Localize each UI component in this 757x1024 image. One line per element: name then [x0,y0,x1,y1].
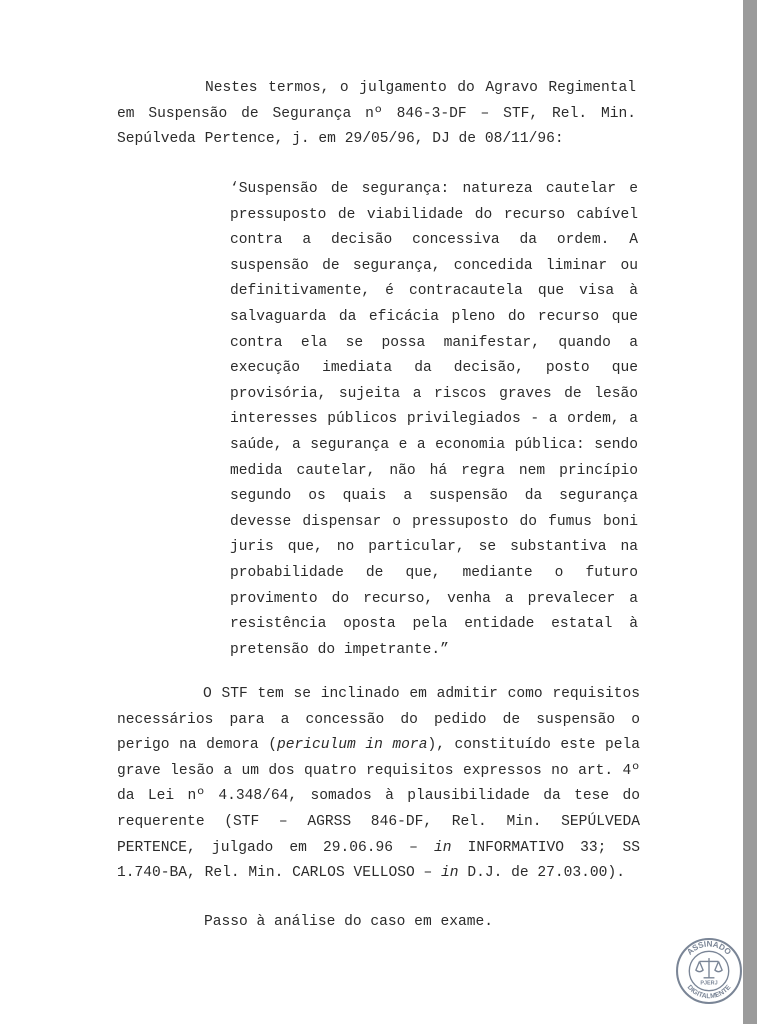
digital-signature-seal [675,937,743,1005]
italic-term: in [441,865,459,882]
svg-text:DIGITALMENTE: DIGITALMENTE [685,983,733,1001]
block-quote: ‘Suspensão de segurança: natureza cautelar e pressuposto de viabilidade do recurso cabível contra a decisão concessiva da ordem. A suspensão de segurança, concedida liminar ou definitivamente, é contracautela que visa à salvaguarda da eficácia pleno do recurso que contra ela se possa manifestar, quando a execução imediata da decisão, posto que provisória, sujeita a riscos graves de lesão interesses públicos privilegiados - a ordem, a saúde, a segurança e a economia pública: sendo medida cautelar, não há regra nem princípio segundo os quais a suspensão da segurança devesse dispensar o pressuposto do fumus boni juris que, no particular, se substantiva na probabilidade de que, mediante o futuro provimento do recurso, venha a prevalecer a resistência oposta pela entidade estatal à pretensão do impetrante.” [230,181,638,658]
paragraph-text-part: O STF tem se inclinado em admitir como requisitos necessários para a concessão do pedido de suspensão o perigo na demora ( [117,686,640,754]
paragraph-text-part: ), constituído este pela grave lesão a um dos quatro requisitos expressos no art. 4º da Lei nº 4.348/64, somados à plausibilidade da tese do requerente (STF – AGRSS 846-DF, Rel. Min. SEPÚLVEDA PERTENCE, julgado em 29.06.96 – [117,737,640,856]
paragraph-stf-requirements [117,682,640,887]
paragraph-text-part: INFORMATIVO 33; SS 1.740-BA, Rel. Min. CARLOS VELLOSO – [117,839,640,882]
svg-text:ASSINADO: ASSINADO [685,939,733,957]
italic-term: periculum in mora [277,737,428,754]
paragraph-intro: Nestes termos, o julgamento do Agravo Regimental em Suspensão de Segurança nº 846-3-DF – STF, Rel. Min. Sepúlveda Pertence, j. em 29/05/96, DJ de 08/11/96: [117,80,636,148]
paragraph-text-part: D.J. de 27.03.00). [458,865,625,882]
svg-text:PJERJ: PJERJ [700,980,718,987]
paragraph-conclusion: Passo à análise do caso em exame. [204,914,494,930]
italic-term: in [434,839,452,856]
